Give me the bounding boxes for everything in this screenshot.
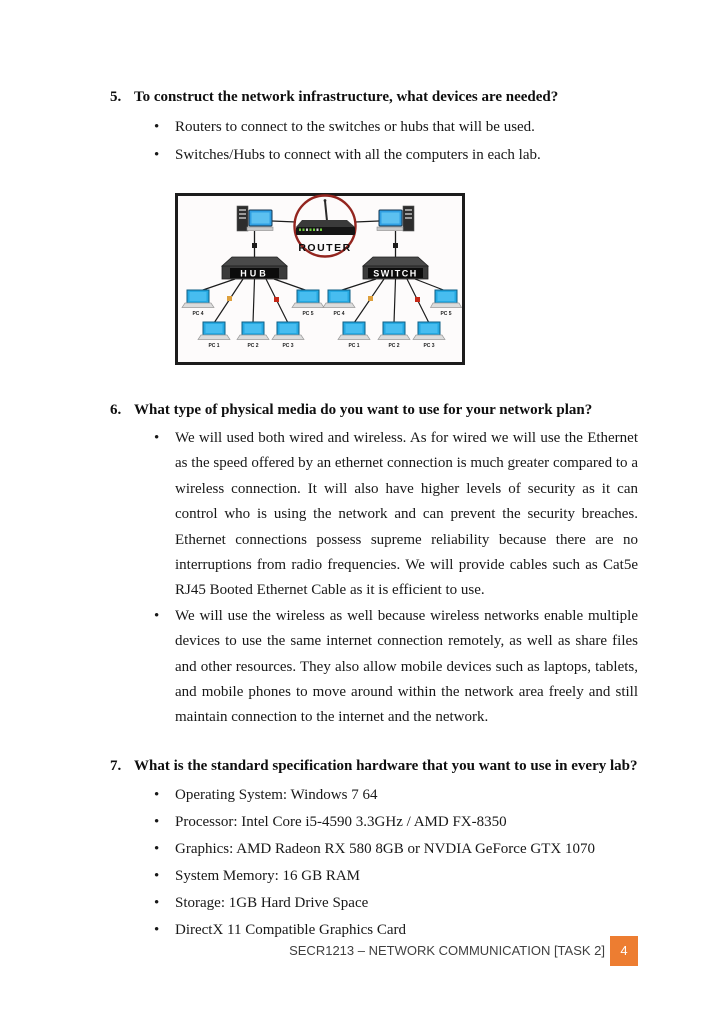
pc-label: PC 4 (192, 311, 204, 317)
pc-label: PC 1 (348, 343, 360, 349)
red-connector-marker (274, 297, 279, 302)
question-7-heading (110, 757, 637, 776)
list-item: • Graphics: AMD Radeon RX 580 8GB or NVDIA GeForce GTX 1070 (152, 836, 638, 863)
list-item: • System Memory: 16 GB RAM (152, 863, 638, 890)
list-item: • Switches/Hubs to connect with all the computers in each lab. (152, 141, 638, 169)
list-item: • We will use the wireless as well because wireless networks enable multiple devices to use the same internet connection remotely, as well as share files and other resources. They also allow mobile devices such as laptops, tablets, and mobile phones to move around within the network area freely and still maintain connection to the internet and the network. (152, 604, 638, 731)
list-item: • Processor: Intel Core i5-4590 3.3GHz / AMD FX-8350 (152, 809, 638, 836)
pc-label: PC 5 (440, 311, 452, 317)
list-item: • Operating System: Windows 7 64 (152, 782, 638, 809)
orange-connector-marker (368, 296, 373, 301)
router-label: ROUTER (298, 242, 352, 254)
pc-label: PC 3 (423, 343, 435, 349)
pc-label: PC 1 (208, 343, 220, 349)
pc-label: PC 3 (282, 343, 294, 349)
question-6-bullet-list (152, 426, 638, 731)
pc-label: PC 2 (388, 343, 400, 349)
red-connector-marker (415, 297, 420, 302)
pc-label: PC 4 (333, 311, 345, 317)
question-5-bullet-list (152, 113, 638, 169)
list-item: • We will used both wired and wireless. As for wired we will use the Ethernet as the speed offered by an ethernet connection is much greater compared to a wireless connection. It will also have higher levels of security as it can control who is using the network and can prevent the security breaches. Ethernet connections possess supreme reliability because there are no interruptions from radio frequencies. We will provide cables such as Cat5e RJ45 Booted Ethernet Cable as it is efficient to use. (152, 426, 638, 604)
question-6-heading (110, 401, 592, 420)
server-computer-icon (377, 206, 414, 231)
page-number-badge: 4 (610, 936, 638, 966)
list-item: • Routers to connect to the switches or hubs that will be used. (152, 113, 638, 141)
list-item: • Storage: 1GB Hard Drive Space (152, 890, 638, 917)
network-topology-diagram (175, 193, 465, 365)
question-5-heading (110, 88, 558, 107)
question-title: To construct the network infrastructure, what devices are needed? (134, 89, 559, 105)
question-number: 7. (110, 758, 122, 774)
switch-label: SWITCH (373, 268, 418, 279)
footer-course-label: SECR1213 – NETWORK COMMUNICATION [TASK 2] (289, 943, 605, 958)
question-number: 5. (110, 89, 122, 105)
orange-connector-marker (227, 296, 232, 301)
pc-label: PC 2 (247, 343, 259, 349)
question-number: 6. (110, 402, 122, 418)
pc-label: PC 5 (302, 311, 314, 317)
question-title: What is the standard specification hardware that you want to use in every lab? (134, 758, 638, 774)
question-title: What type of physical media do you want to use for your network plan? (134, 402, 593, 418)
list-item: • DirectX 11 Compatible Graphics Card (152, 917, 638, 944)
question-7-bullet-list (152, 782, 638, 943)
server-computer-icon (237, 206, 273, 231)
hub-label: HUB (240, 268, 269, 279)
